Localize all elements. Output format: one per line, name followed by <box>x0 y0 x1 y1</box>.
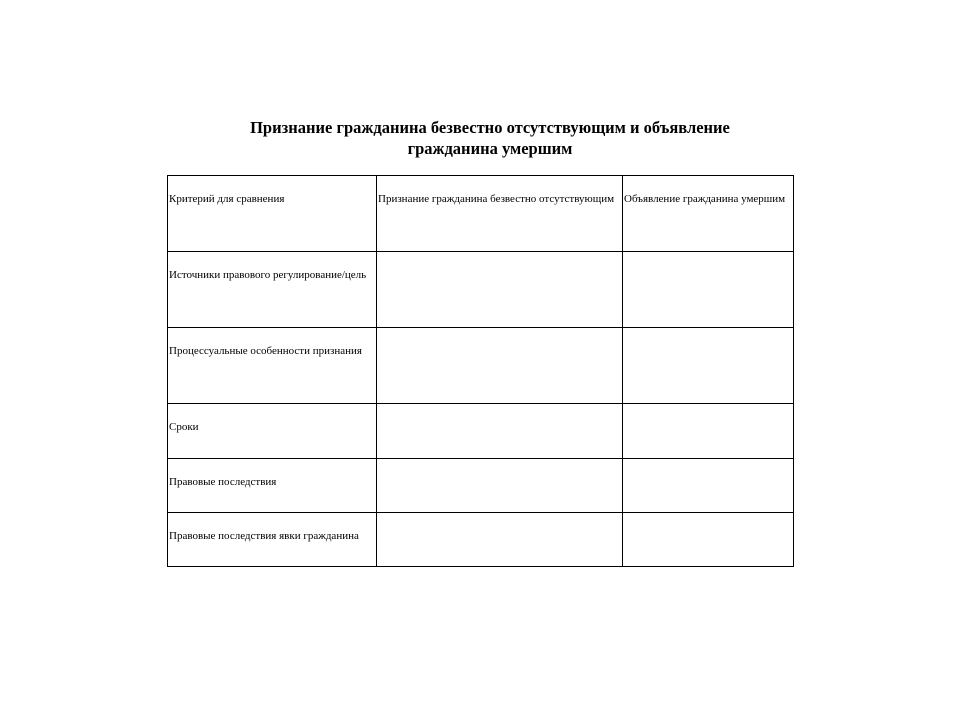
header-cell-missing: Признание гражданина безвестно отсутствующим <box>377 176 623 252</box>
row-missing-cell <box>377 252 623 328</box>
document-title-line-2: гражданина умершим <box>407 139 573 158</box>
document-title <box>160 117 820 159</box>
document-title-line-1: Признание гражданина безвестно отсутствующим и объявление <box>250 118 730 137</box>
row-dead-cell <box>623 252 794 328</box>
table-header-row <box>168 176 794 252</box>
table-row <box>168 459 794 513</box>
comparison-table <box>167 175 794 567</box>
row-criterion-cell: Правовые последствия <box>168 459 377 513</box>
row-dead-cell <box>623 328 794 404</box>
row-missing-cell <box>377 513 623 567</box>
header-cell-criterion: Критерий для сравнения <box>168 176 377 252</box>
table-row <box>168 328 794 404</box>
row-criterion-cell: Правовые последствия явки гражданина <box>168 513 377 567</box>
row-dead-cell <box>623 404 794 459</box>
header-cell-dead: Объявление гражданина умершим <box>623 176 794 252</box>
row-missing-cell <box>377 328 623 404</box>
table-row <box>168 404 794 459</box>
row-dead-cell <box>623 459 794 513</box>
row-missing-cell <box>377 459 623 513</box>
table-row <box>168 513 794 567</box>
row-dead-cell <box>623 513 794 567</box>
row-criterion-cell: Процессуальные особенности признания <box>168 328 377 404</box>
row-criterion-cell: Источники правового регулирование/цель <box>168 252 377 328</box>
row-missing-cell <box>377 404 623 459</box>
table-row <box>168 252 794 328</box>
row-criterion-cell: Сроки <box>168 404 377 459</box>
